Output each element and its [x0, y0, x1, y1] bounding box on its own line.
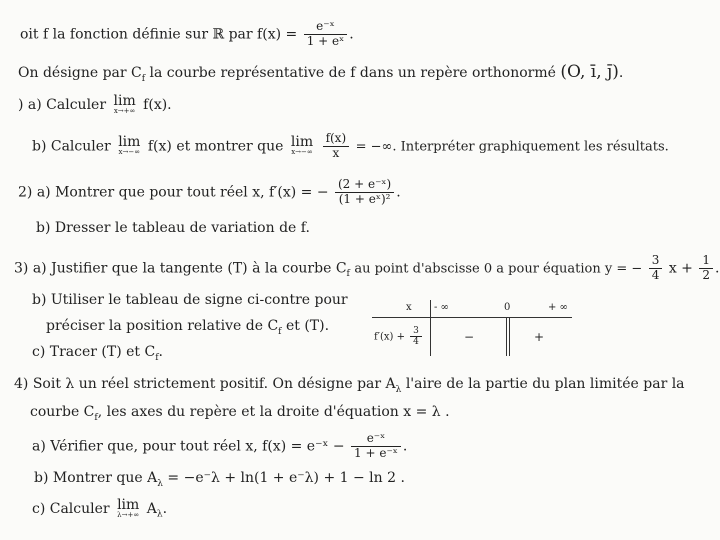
question-3c: c) Tracer (T) et $C_f$.: [32, 344, 163, 363]
table-row-label: f′(x) + $\frac{3}{4}$: [374, 326, 424, 348]
table-x-label: x: [406, 302, 412, 313]
question-4a: a) Vérifier que, pour tout réel x, f(x) = e⁻ˣ − $\frac{\text{e⁻ˣ}}{\text{1 + e⁻ˣ}}$ .: [32, 431, 408, 460]
table-divider: [430, 300, 431, 356]
question-4b: b) Montrer que $A_\lambda = -e^-\lambda + \ln(1 + e^-\lambda) + 1 - \ln 2$ .: [34, 470, 405, 489]
question-1a: ) a) Calculer lim x→+∞ f(x).: [18, 93, 172, 115]
table-x-mid: 0: [504, 302, 511, 313]
question-2b: b) Dresser le tableau de variation de f.: [36, 220, 310, 236]
table-sign-left: −: [464, 330, 475, 344]
table-x-right: + ∞: [548, 302, 568, 313]
table-divider: [372, 317, 572, 318]
question-1b: b) Calculer lim x→−∞ f(x) et montrer que lim x→−∞ $\frac{f(x)}{x}$ = −∞. Interpréter graphiquement les résultats.: [32, 131, 669, 160]
fraction: $\frac{1}{2}$: [699, 254, 713, 283]
table-double-bar: [509, 318, 511, 356]
fraction: $\frac{\text{e⁻ˣ}}{\text{1 + e⁻ˣ}}$: [351, 432, 401, 461]
fraction: $\frac{3}{4}$: [649, 254, 663, 283]
limit: lim λ→+∞: [117, 497, 140, 519]
table-double-bar: [506, 318, 508, 356]
fraction: $\frac{3}{4}$: [410, 326, 422, 348]
question-3b-cont: préciser la position relative de $C_f$ et (T).: [46, 318, 330, 337]
question-3b: b) Utiliser le tableau de signe ci-contre pour: [32, 292, 348, 308]
table-x-left: - ∞: [434, 302, 449, 313]
table-sign-right: +: [534, 330, 545, 344]
question-2a: 2) a) Montrer que pour tout réel x, f′(x) = − $\frac{\text{(2 + e⁻ˣ)}}{\text{(1 + eˣ)²}}$ .: [18, 177, 401, 206]
fraction: $\frac{f(x)}{x}$: [323, 132, 350, 161]
fraction: $\frac{\text{e⁻ˣ}}{\text{1 + eˣ}}$: [304, 20, 348, 49]
fraction: $\frac{\text{(2 + e⁻ˣ)}}{\text{(1 + eˣ)²}}$: [335, 178, 394, 207]
statement-definition: oit f la fonction définie sur ℝ par f(x) = $\frac{\text{e⁻ˣ}}{\text{1 + eˣ}}$ .: [20, 19, 354, 48]
limit: lim x→−∞: [118, 134, 141, 157]
question-4c: c) Calculer lim λ→+∞ $A_\lambda$.: [32, 497, 168, 520]
limit: lim x→−∞: [290, 134, 314, 157]
statement-curve: On désigne par $C_f$ la courbe représentative de f dans un repère orthonormé (O, ī, j̄).: [18, 62, 624, 84]
limit: lim x→+∞: [113, 93, 136, 115]
question-3a: 3) a) Justifier que la tangente (T) à la courbe $C_f$ au point d'abscisse 0 a pour équation y = − $\frac{3}{4}$ x + $\frac{1}{2}$ .: [14, 253, 720, 282]
question-4: 4) Soit λ un réel strictement positif. On désigne par $A_\lambda$ l'aire de la partie du plan limitée par la: [14, 376, 685, 395]
question-4-cont: courbe $C_f$, les axes du repère et la droite d'équation x = λ .: [30, 404, 450, 423]
sign-table: [372, 298, 572, 358]
